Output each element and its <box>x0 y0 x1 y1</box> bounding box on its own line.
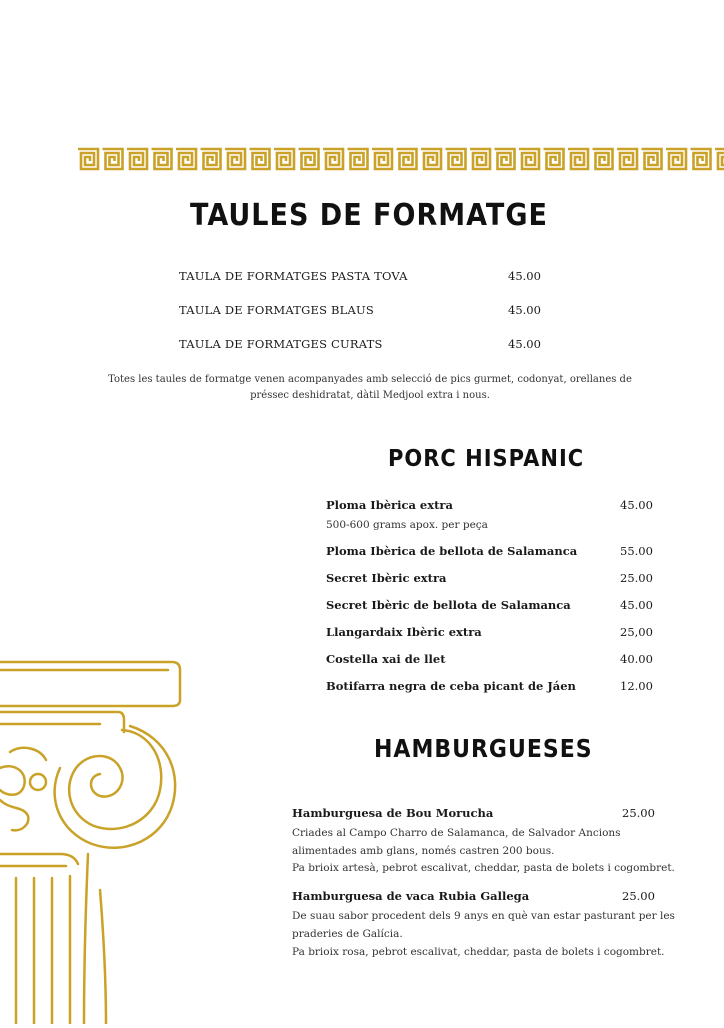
cheese-section-title: TAULES DE FORMATGE <box>190 198 548 233</box>
item-name: Ploma Ibèrica de bellota de Salamanca <box>326 544 578 558</box>
list-item <box>326 652 666 668</box>
item-price: 45.00 <box>508 269 541 283</box>
item-name: Secret Ibèric de bellota de Salamanca <box>326 598 571 612</box>
item-price: 25,00 <box>620 625 653 639</box>
ionic-column-icon <box>0 640 190 1024</box>
list-item <box>292 889 672 905</box>
item-name: Secret Ibèric extra <box>326 571 447 585</box>
item-price: 40.00 <box>620 652 653 666</box>
list-item <box>326 498 666 514</box>
item-price: 45.00 <box>508 337 541 351</box>
item-name: Llangardaix Ibèric extra <box>326 625 482 639</box>
item-price: 45.00 <box>620 498 653 512</box>
list-item <box>326 679 666 695</box>
list-item <box>326 625 666 641</box>
item-description: De suau sabor procedent dels 9 anys en què van estar pasturant per les praderies de Galícia. <box>292 910 675 940</box>
list-item <box>326 598 666 614</box>
item-name: Hamburguesa de vaca Rubia Gallega <box>292 889 530 903</box>
item-name: TAULA DE FORMATGES CURATS <box>179 337 383 351</box>
item-name: Costella xai de llet <box>326 652 446 666</box>
item-name: TAULA DE FORMATGES BLAUS <box>179 303 374 317</box>
list-item <box>326 571 666 587</box>
cheese-note: Totes les taules de formatge venen acompanyades amb selecció de pics gurmet, codonyat, orellanes de préssec deshidratat, dàtil Medjool extra i nous. <box>108 374 632 401</box>
item-price: 45.00 <box>508 303 541 317</box>
item-price: 45.00 <box>620 598 653 612</box>
item-price: 55.00 <box>620 544 653 558</box>
item-description: Pa brioix artesà, pebrot escalivat, cheddar, pasta de bolets i cogombret. <box>292 862 675 874</box>
greek-key-pattern-icon <box>76 146 724 172</box>
item-description: Criades al Campo Charro de Salamanca, de Salvador Ancions alimentades amb glans, només castren 200 bous. <box>292 827 621 857</box>
item-price: 25.00 <box>622 806 655 820</box>
item-price: 25.00 <box>620 571 653 585</box>
list-item <box>292 806 672 822</box>
item-name: Hamburguesa de Bou Morucha <box>292 806 494 820</box>
list-item <box>179 337 549 353</box>
pork-section-title: PORC HISPANIC <box>388 444 585 472</box>
burgers-section-title: HAMBURGUESES <box>374 735 593 764</box>
item-price: 25.00 <box>622 889 655 903</box>
item-name: Ploma Ibèrica extra <box>326 498 453 512</box>
item-description: Pa brioix rosa, pebrot escalivat, cheddar, pasta de bolets i cogombret. <box>292 946 665 958</box>
item-name: TAULA DE FORMATGES PASTA TOVA <box>179 269 408 283</box>
item-subtitle: 500-600 grams apox. per peça <box>326 519 488 531</box>
list-item <box>326 544 666 560</box>
list-item <box>179 303 549 319</box>
list-item <box>179 269 549 285</box>
item-price: 12.00 <box>620 679 653 693</box>
item-name: Botifarra negra de ceba picant de Jáen <box>326 679 576 693</box>
